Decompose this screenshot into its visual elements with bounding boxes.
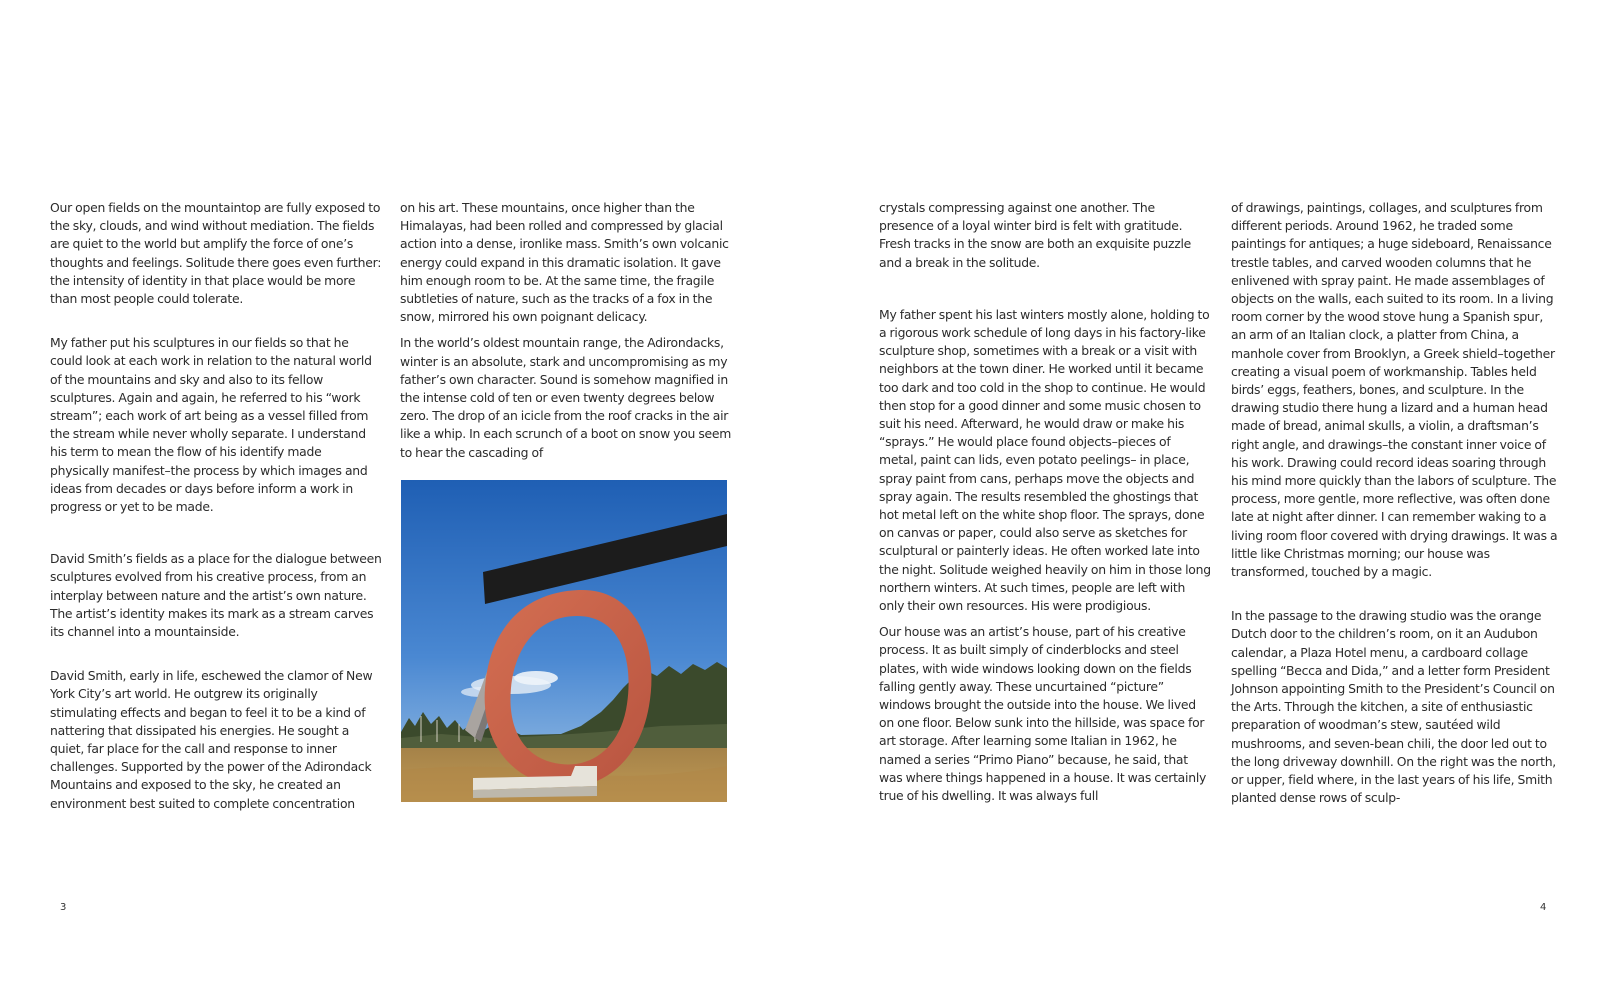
left-page-column-1 — [50, 199, 382, 813]
paragraph: My father put his sculptures in our fields so that he could look at each work in relation to the natural world of the mountains and sky and also to its fellow sculptures. Again and again, he referred to his “work stream”; each work of art being as a vessel filled from the stream while never wholly separate. I understand his term to mean the flow of his identify made physically manifest–the process by which images and ideas from decades or days before inform a work in progress or yet to be made. — [50, 335, 372, 515]
paragraph: on his art. These mountains, once higher than the Himalayas, had been rolled and compressed by glacial action into a dense, ironlike mass. Smith’s own volcanic energy could expand in this dramatic isolation. It gave him enough room to be. At the same time, the fragile subtleties of nature, such as the tracks of a fox in the snow, mirrored his own poignant delicacy. — [400, 200, 729, 325]
page-number-left: 3 — [60, 902, 67, 913]
page-number-right: 4 — [1540, 902, 1547, 913]
sculpture-photograph — [401, 480, 727, 802]
right-page-column-2 — [1231, 199, 1561, 808]
paragraph: crystals compressing against one another. The presence of a loyal winter bird is felt with gratitude. Fresh tracks in the snow are both an exquisite puzzle and a break in the solitude. — [879, 200, 1192, 270]
paragraph: In the world’s oldest mountain range, the Adirondacks, winter is an absolute, stark and uncompromising as my father’s own character. Sound is somehow magnified in the intense cold of ten or even twenty degrees below zero. The drop of an icicle from the roof cracks in the air like a whip. In each scrunch of a boot on snow you seem to hear the cascading of — [400, 335, 732, 460]
paragraph: Our house was an artist’s house, part of his creative process. It as built simply of cinderblocks and steel plates, with wide windows looking down on the fields falling gently away. These uncurtained “picture” windows brought the outside into the house. We lived on one floor. Below sunk into the hillside, was space for art storage. After learning some Italian in 1962, he named a series “Primo Piano” because, he said, that was where things happened in a house. It was certainly true of his dwelling. It was always full — [879, 624, 1207, 804]
left-page-column-2 — [400, 199, 732, 462]
paragraph: of drawings, paintings, collages, and sculptures from different periods. Around 1962, he traded some paintings for antiques; a huge sideboard, Renaissance trestle tables, and carved wooden columns that he enlivened with spray paint. He made assemblages of objects on the walls, each suited to its room. In a living room corner by the wood stove hung a Spanish spur, an arm of an Italian clock, a platter from China, a manhole cover from Brooklyn, a Greek shield–together creating a visual poem of workmanship. Tables held birds’ eggs, feathers, bones, and sculpture. In the drawing studio there hung a lizard and a human head made of bread, animal skulls, a violin, a draftsman’s right angle, and drawings–the constant inner voice of his work. Drawing could record ideas soaring through his mind more quickly than the labors of sculpture. The process, more gentle, more reflective, was often done late at night after dinner. I can remember waking to a living room floor covered with drying drawings. It was a little like Christmas morning; our house was transformed, touched by a magic. — [1231, 200, 1558, 580]
paragraph: My father spent his last winters mostly alone, holding to a rigorous work schedule of long days in his factory-like sculpture shop, sometimes with a break or a visit with neighbors at the town diner. He worked until it became too dark and too cold in the shop to continue. He would then stop for a good dinner and some music chosen to suit his need. Afterward, he would draw or make his “sprays.” He would place found objects–pieces of metal, paint can lids, even potato peelings– in place, spray paint from cans, perhaps move the objects and spray again. The results resembled the ghostings that hot metal left on the white shop floor. The sprays, done on canvas or paper, could also serve as sketches for sculptural or painterly ideas. He often worked late into the night. Solitude weighed heavily on him in those long northern winters. At such times, people are left with only their own resources. His were prodigious. — [879, 306, 1211, 614]
paragraph: David Smith’s fields as a place for the dialogue between sculptures evolved from his creative process, from an interplay between nature and the artist’s own nature. The artist’s identity makes its mark as a stream carves its channel into a mountainside. — [50, 551, 382, 640]
right-page-column-1 — [879, 199, 1211, 805]
paragraph: In the passage to the drawing studio was the orange Dutch door to the children’s room, on it an Audubon calendar, a Plaza Hotel menu, a cardboard collage spelling “Becca and Dida,” and a letter form President Johnson appointing Smith to the President’s Council on the Arts. Through the kitchen, a site of enthusiastic preparation of woodman’s stew, sautéed wild mushrooms, and seven-bean chili, the door led out to the long driveway downhill. On the right was the north, or upper, field where, in the last years of his life, Smith planted dense rows of sculp- — [1231, 608, 1556, 806]
paragraph: David Smith, early in life, eschewed the clamor of New York City’s art world. He outgrew its originally stimulating effects and began to feel it to be a kind of nattering that dissipated his energies. He sought a quiet, far place for the call and response to inner challenges. Supported by the power of the Adirondack Mountains and exposed to the sky, he created an environment best suited to complete concentration — [50, 668, 373, 811]
paragraph: Our open fields on the mountaintop are fully exposed to the sky, clouds, and wind without mediation. The fields are quiet to the world but amplify the force of one’s thoughts and feelings. Solitude there goes even further: the intensity of identity in that place would be more than most people could tolerate. — [50, 200, 382, 307]
